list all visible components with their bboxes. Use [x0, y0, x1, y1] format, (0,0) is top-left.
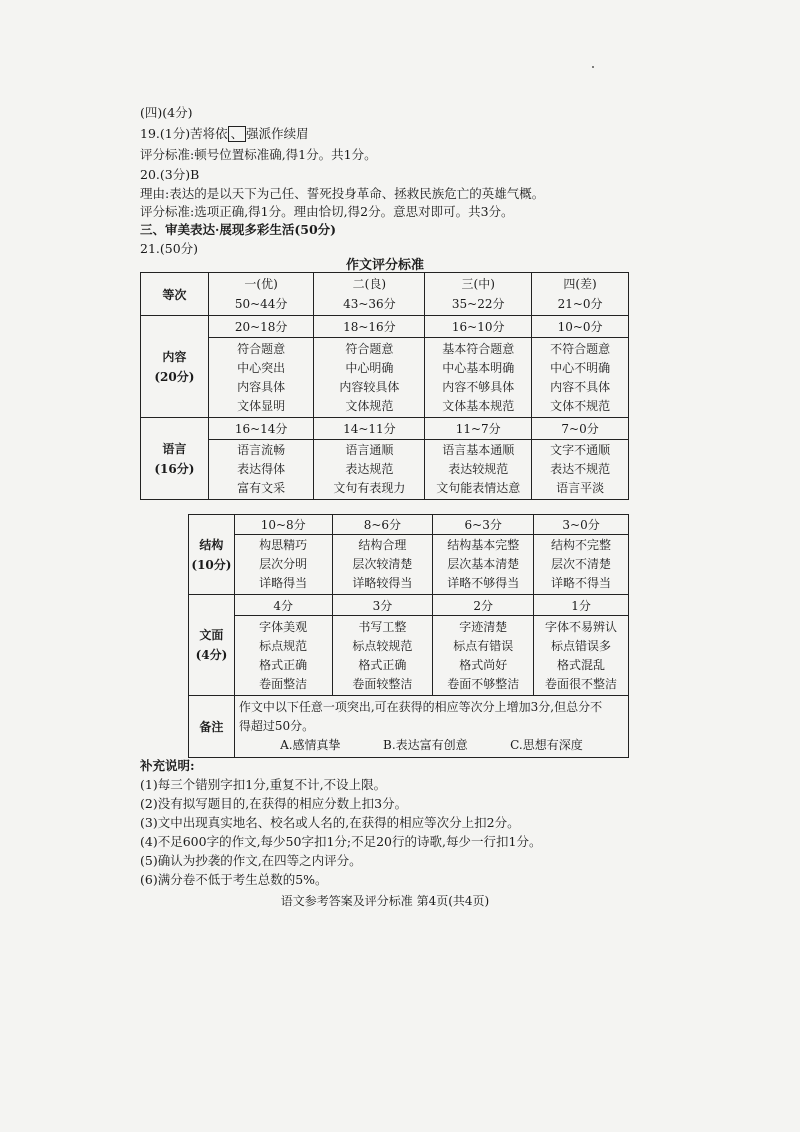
language-range-row [141, 418, 629, 440]
section-4-heading: (四)(4分) [140, 105, 193, 120]
structure-range-row [189, 515, 629, 535]
q20-scoring: 评分标准:选项正确,得1分。理由恰切,得2分。意思对即可。共3分。 [140, 204, 514, 219]
language-range: 11~7分 [425, 418, 532, 440]
writing-criteria: 字体不易辨认 标点错误多 格式混乱 卷面很不整洁 [534, 616, 629, 696]
q19-scoring: 评分标准:顿号位置标准确,得1分。共1分。 [140, 147, 377, 162]
language-criteria: 语言流畅 表达得体 富有文采 [208, 440, 314, 500]
grade-level-2: 二(良) 43~36分 [314, 273, 425, 316]
content-range: 18~16分 [314, 316, 425, 338]
supplement-item: (1)每三个错别字扣1分,重复不计,不设上限。 [140, 777, 387, 792]
notes-row [189, 696, 629, 758]
content-range-row [141, 316, 629, 338]
q19-answer: 19.(1分)苦将依 、 强派作续眉 [140, 126, 309, 141]
content-label-cell: 内容 (20分) [141, 316, 209, 418]
structure-criteria: 结构合理 层次较清楚 详略较得当 [332, 535, 433, 595]
structure-criteria: 结构不完整 层次不清楚 详略不得当 [534, 535, 629, 595]
supplement-item: (2)没有拟写题目的,在获得的相应分数上扣3分。 [140, 796, 408, 811]
language-criteria: 语言通顺 表达规范 文句有表现力 [314, 440, 425, 500]
writing-criteria: 字迹清楚 标点有错误 格式尚好 卷面不够整洁 [433, 616, 534, 696]
structure-range: 10~8分 [234, 515, 332, 535]
structure-label-cell: 结构 (10分) [189, 515, 235, 595]
grade-label: 等次 [141, 273, 209, 316]
writing-range-row [189, 595, 629, 616]
writing-range: 4分 [234, 595, 332, 616]
content-criteria-row [141, 338, 629, 418]
supplement-item: (5)确认为抄袭的作文,在四等之内评分。 [140, 853, 362, 868]
grading-table-part-2 [188, 514, 629, 758]
language-criteria: 文字不通顺 表达不规范 语言平淡 [532, 440, 629, 500]
notes-options: A.感情真挚 B.表达富有创意 C.思想有深度 [280, 738, 583, 752]
q20-answer: 20.(3分)B [140, 167, 200, 182]
supplement-item: (3)文中出现真实地名、校名或人名的,在获得的相应等次分上扣2分。 [140, 815, 520, 830]
q21-heading: 21.(50分) [140, 241, 199, 256]
table-title: 作文评分标准 [345, 258, 424, 273]
writing-range: 3分 [332, 595, 433, 616]
page-footer: 语文参考答案及评分标准 第4页(共4页) [280, 894, 490, 908]
notes-content: 作文中以下任意一项突出,可在获得的相应等次分上增加3分,但总分不 得超过50分。 A.感情真挚 B.表达富有创意 C.思想有深度 [234, 696, 628, 758]
speck [592, 66, 594, 68]
content-criteria: 基本符合题意 中心基本明确 内容不够具体 文体基本规范 [425, 338, 532, 418]
structure-range: 3~0分 [534, 515, 629, 535]
language-range: 16~14分 [208, 418, 314, 440]
content-criteria: 符合题意 中心突出 内容具体 文体显明 [208, 338, 314, 418]
structure-criteria: 构思精巧 层次分明 详略得当 [234, 535, 332, 595]
boxed-mark: 、 [228, 126, 247, 142]
supplement-title: 补充说明: [140, 758, 195, 773]
structure-range: 8~6分 [332, 515, 433, 535]
q20-reason: 理由:表达的是以天下为己任、誓死投身革命、拯救民族危亡的英雄气概。 [140, 186, 545, 201]
writing-range: 2分 [433, 595, 534, 616]
structure-criteria-row [189, 535, 629, 595]
language-criteria: 语言基本通顺 表达较规范 文句能表情达意 [425, 440, 532, 500]
language-label-cell: 语言 (16分) [141, 418, 209, 500]
content-criteria: 不符合题意 中心不明确 内容不具体 文体不规范 [532, 338, 629, 418]
content-criteria: 符合题意 中心明确 内容较具体 文体规范 [314, 338, 425, 418]
content-range: 10~0分 [532, 316, 629, 338]
language-range: 14~11分 [314, 418, 425, 440]
writing-criteria: 书写工整 标点较规范 格式正确 卷面较整洁 [332, 616, 433, 696]
grade-level-3: 三(中) 35~22分 [425, 273, 532, 316]
section-3-heading: 三、审美表达·展现多彩生活(50分) [140, 222, 337, 237]
supplement-item: (6)满分卷不低于考生总数的5%。 [140, 872, 328, 887]
writing-criteria-row [189, 616, 629, 696]
writing-label-cell: 文面 (4分) [189, 595, 235, 696]
language-criteria-row [141, 440, 629, 500]
writing-criteria: 字体美观 标点规范 格式正确 卷面整洁 [234, 616, 332, 696]
content-range: 16~10分 [425, 316, 532, 338]
grade-level-1: 一(优) 50~44分 [208, 273, 314, 316]
supplement-item: (4)不足600字的作文,每少50字扣1分;不足20行的诗歌,每少一行扣1分。 [140, 834, 542, 849]
writing-range: 1分 [534, 595, 629, 616]
language-range: 7~0分 [532, 418, 629, 440]
grading-table-part-1 [140, 272, 629, 500]
structure-range: 6~3分 [433, 515, 534, 535]
notes-label: 备注 [189, 696, 235, 758]
structure-criteria: 结构基本完整 层次基本清楚 详略不够得当 [433, 535, 534, 595]
grade-header-row [141, 273, 629, 316]
content-range: 20~18分 [208, 316, 314, 338]
grade-level-4: 四(差) 21~0分 [532, 273, 629, 316]
